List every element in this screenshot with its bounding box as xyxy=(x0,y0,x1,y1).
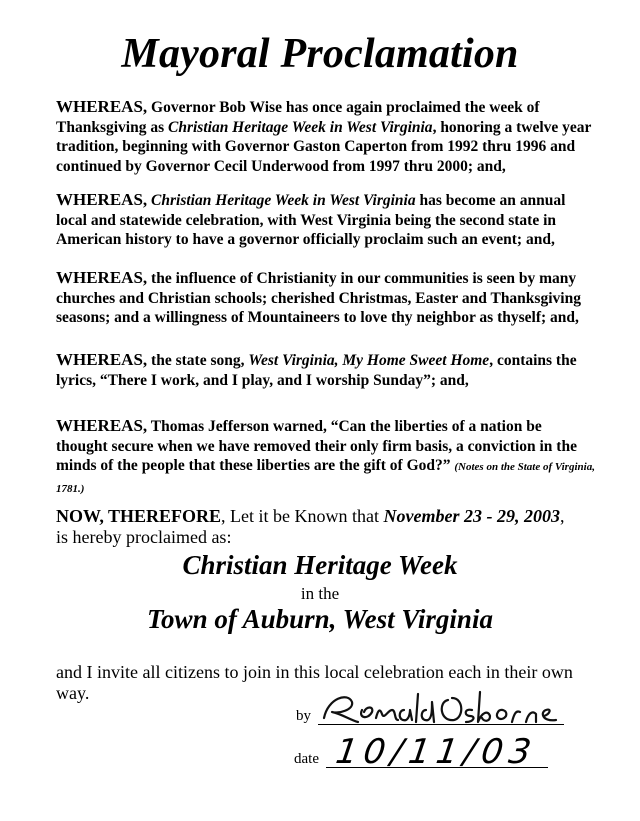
whereas-lead: WHEREAS, xyxy=(56,350,148,369)
therefore-paragraph xyxy=(56,506,601,548)
whereas-text: Thomas Jefferson warned, “Can the liberties of a nation be thought secure when we have removed their only firm basis, a conviction in the minds of the people that these liberties are the gift of God?” xyxy=(56,418,577,474)
whereas-text: Governor Bob Wise has once again proclaimed the week of Thanksgiving as xyxy=(56,99,540,136)
citation-note: (Notes on the State of Virginia, 1781.) xyxy=(56,461,595,495)
handwritten-signature xyxy=(318,688,568,728)
town-name: Town of Auburn, West Virginia xyxy=(147,604,493,634)
whereas-italic-title: Christian Heritage Week in West Virginia xyxy=(151,192,416,209)
therefore-line-2: is hereby proclaimed as: xyxy=(56,527,232,547)
in-the-text: in the xyxy=(300,584,340,603)
date-label: date xyxy=(294,751,319,767)
whereas-lead: WHEREAS, xyxy=(56,97,148,116)
proclamation-dates: November 23 - 29, 2003 xyxy=(383,506,560,526)
whereas-text: , honoring a twelve year tradition, beginning with Governor Gaston Caperton from 1992 thru 1996 and continued by Governor Cecil Underwood from 1997 thru 2000; and, xyxy=(56,118,592,175)
whereas-paragraph-2 xyxy=(56,190,596,250)
therefore-text: , Let it be Known that xyxy=(221,506,384,526)
page-title: Mayoral Proclamation xyxy=(121,31,519,77)
therefore-text: , xyxy=(559,506,565,526)
event-name: Christian Heritage Week xyxy=(182,550,458,580)
whereas-text: the influence of Christianity in our communities is seen by many churches and Christian schools; cherished Christmas, Easter and Thanksgiving seasons; and a willingness of Mountaineers to love thy neighbor as thyself; and, xyxy=(56,270,581,326)
state-song-title: West Virginia, My Home Sweet Home xyxy=(248,352,490,369)
invite-paragraph: and I invite all citizens to join in this local celebration each in their own way. xyxy=(56,662,573,703)
whereas-paragraph-4 xyxy=(56,350,596,390)
therefore-lead: NOW, THEREFORE xyxy=(56,506,222,526)
by-label: by xyxy=(296,708,311,724)
whereas-italic-title: Christian Heritage Week in West Virginia xyxy=(168,118,433,136)
whereas-paragraph-3 xyxy=(56,268,596,328)
whereas-paragraph-5 xyxy=(56,416,596,499)
whereas-lead: WHEREAS, xyxy=(56,190,148,209)
whereas-text: has become an annual local and statewide celebration, with West Virginia being the second state in American history to have a governor officially proclaim such an event; and, xyxy=(56,192,566,248)
whereas-text: the state song, xyxy=(147,352,249,369)
whereas-lead: WHEREAS, xyxy=(56,268,148,287)
whereas-text: , contains the lyrics, “There I work, and I play, and I worship Sunday”; and, xyxy=(56,352,577,389)
handwritten-date: 10/11/03 xyxy=(333,732,540,772)
whereas-lead: WHEREAS, xyxy=(56,416,148,435)
whereas-paragraph-1 xyxy=(56,97,596,176)
